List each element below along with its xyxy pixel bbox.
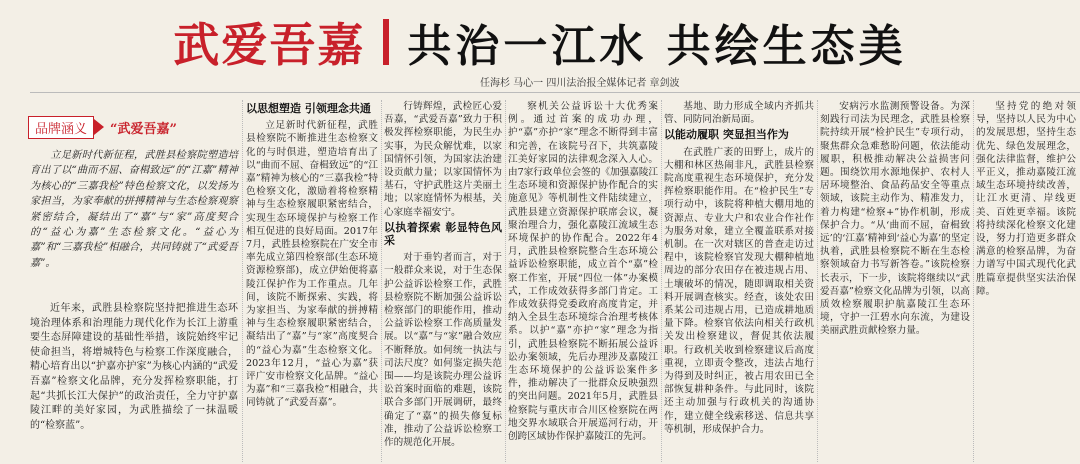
- column-1: [246, 100, 378, 462]
- column-2-text-2: 对于垂钓者而言，对于一般群众来说，对于生态保护公益诉讼检察工作，武胜县检察院不断加强公益诉讼检察部门的职能作用，推动公益诉讼检察工作高质量发展。以“嘉”与“家”融合效应不断释放。如何统一执法与司法尺度？如何鉴定损失范围——均是该院办理公益诉讼首案时面临的难题，该院联合多部门开展调研，最终确定了“嘉”的损失修复标准，推动了公益诉讼检察工作的规范化开展。: [384, 252, 502, 449]
- arrow-icon: [94, 119, 104, 135]
- header-rule: [30, 92, 1080, 93]
- column-6: [976, 100, 1076, 462]
- column-1-text: 立足新时代新征程，武胜县检察院不断推进生态检察文化的与时俱进，塑造培育出了以“曲而不屈、奋楫致远”的“江嘉”精神为核心的“三嘉我检”特色检察文化，激励着将检察精神与生态检察履职紧密结合，实现生态环境保护与检察工作相互促进的良好局面。2017年7月，武胜县检察院在广安全市率先成立第四检察部(生态环境资源检察部)，成立伊始便将嘉陵江保护作为工作重点。几年间，该院不断探索、实践，将为家担当、为家奉献的拼搏精神与生态检察履职紧密结合，凝结出了“嘉”与“家”高度契合的“益心为嘉”生态检察文化。2023年12月，“益心为嘉”获评广安市检察文化品牌。“益心为嘉”和“三嘉我检”相融合，共同铸就了“武爱吾嘉”。: [246, 120, 378, 409]
- column-rule: [661, 100, 662, 462]
- section-heading-1: 以思想塑造 引领理念共通: [246, 102, 371, 115]
- column-2: [384, 100, 502, 462]
- column-rule: [505, 100, 506, 462]
- section-heading-3: 以能动履职 突显担当作为: [664, 128, 789, 142]
- brand-word: “武爱吾嘉”: [110, 121, 177, 137]
- headline-divider: [383, 19, 389, 65]
- column-5: [820, 100, 970, 462]
- column-3-text: 察机关公益诉讼十大优秀案例。通过首案的成功办理，护“嘉”亦护“家”理念不断得到丰富和完善，在该院号召下，共筑嘉陵江美好家园的法律观念深入人心。由7家行政单位会签的《加强嘉陵江生态环境和资源保护协作配合的实施意见》等机制性文件陆续建立，武胜县建立资源保护联席会议，凝聚治理合力，强化嘉陵江流域生态环境保护的协作配合。2022年4月，武胜县检察院整合生态环境公益诉讼检察职能，成立首个“嘉”检察工作室，开展“四位一体”办案模式，工作成效获得多部门肯定。工作成效获得党委政府高度肯定，并纳入全县生态环境综合治理考核体系。以护“嘉”亦护“家”理念为指引，武胜县检察院不断拓展公益诉讼办案领域，先后办理涉及嘉陵江生态环境保护的公益诉讼案件多件，推动解决了一批群众反映强烈的突出问题。2021年5月，武胜县检察院与重庆市合川区检察院在两地交界水域联合开展巡河行动，开创跨区域协作保护嘉陵江的先河。: [508, 101, 658, 443]
- column-2-text: 行铸辉煌，武检匠心爱吾嘉，“武爱吾嘉”致力于积极发挥检察职能，为民生办实事，为民众解忧难，以家国情怀引领，为国家法治建设贡献力量；以家国情怀为基石，守护武胜这片美丽土地；以家庭情怀为根基，关心家庭幸福安宁。: [384, 101, 502, 218]
- lead-paragraph: [30, 302, 238, 462]
- lead-text: 近年来，武胜县检察院坚持把推进生态环境治理体系和治理能力现代化作为长江上游重要生态屏障建设的基础性举措，该院始终牢记使命担当，将增城特色与检察工作深度融合，精心培育出以“护嘉亦护家”为核心内涵的“武爱吾嘉”检察文化品牌，充分发挥检察职能，打起“共抓长江大保护”的政治责任，全力守护嘉陵江畔的美好家园，为武胜描绘了一抹温暖的“检察蓝”。: [30, 303, 238, 431]
- column-rule: [242, 100, 243, 462]
- column-4: [664, 100, 814, 462]
- column-5-text: 安病污水监测预警设备。为深刻践行司法为民理念，武胜县检察院持续开展“检护民生”专项行动，聚焦群众急难愁盼问题，依法能动履职，积极推动解决公益损害问题。围绕饮用水源地保护、农村人居环境整治、食品药品安全等重点领域，该院主动作为、精准发力，着力构建“检察+”协作机制，形成保护合力。“从‘曲而不屈，奋楫致远’的‘江嘉’精神到‘益心为嘉’的坚定执着，武胜县检察院不断在生态检察领域奋力书写新答卷。”该院检察长表示，下一步，该院将继续以“武爱吾嘉”检察文化品牌为引领，以高质效检察履职护航嘉陵江生态环境，守护一江碧水向东流，为建设美丽武胜贡献检察力量。: [820, 101, 970, 337]
- section-heading-2: 以执着探索 彰显特色风采: [384, 220, 502, 248]
- intro-paragraph: 立足新时代新征程，武胜县检察院塑造培育出了以“曲而不屈、奋楫致远”的“江嘉”精神为核心的“三嘉我检”特色检察文化，以发扬为家担当，为家奉献的拼搏精神与生态检察观察紧密结合，凝结出了“嘉”与“家”高度契合的“益心为嘉”生态检察文化。“益心为嘉”和“三嘉我检”相融合，共同铸就了“武爱吾嘉”。: [30, 150, 238, 269]
- headline-title: 共治一江水 共绘生态美: [407, 21, 907, 72]
- column-4-text-2: 在武胜广袤的田野上，成片的大棚和林区热闹非凡，武胜县检察院高度重视生态环境保护，充分发挥检察职能作用。在“检护民生”专项行动中，该院将种植大棚用地的资源点、专业大户和农业合作社作为服务对象，建立全覆盖联系对接机制。在一次对辖区的普查走访过程中，该院检察官发现大棚种植地周边的部分农田存在被违规占用、土壤破坏的情况，随即调取相关资料开展调查核实。经查，该处农田系某公司违规占用，已造成耕地质量下降。检察官依法向相关行政机关发出检察建议，督促其依法履职。行政机关收到检察建议后高度重视，立即责令整改，违法占地行为得到及时纠正，被占用农田已全部恢复耕种条件。与此同时，该院还主动加强与行政机关的沟通协作，建立健全线索移送、信息共享等机制，形成保护合力。: [664, 146, 814, 435]
- byline: 任海杉 马心一 四川法治报全媒体记者 章剑波: [480, 78, 680, 89]
- column-4-text: 基地、助力形成全域内齐抓共管、同防同治新局面。: [664, 101, 814, 126]
- column-6-text: 坚持党的绝对领导，坚持以人民为中心的发展思想，坚持生态优先、绿色发展理念，强化法律监督，维护公平正义，推动嘉陵江流域生态环境持续改善，让江水更清、岸线更美、百姓更幸福。该院将持续深化检察文化建设，努力打造更多群众满意的检察品牌，为奋力谱写中国式现代化武胜篇章提供坚实法治保障。: [976, 101, 1076, 297]
- brand-meaning-tag: 品牌涵义: [28, 116, 94, 139]
- brand-meaning-box: [28, 116, 238, 138]
- column-3: [508, 100, 658, 462]
- column-rule: [817, 100, 818, 462]
- headline: [0, 6, 1080, 78]
- column-rule: [973, 100, 974, 462]
- column-rule: [381, 100, 382, 462]
- headline-brand: 武爱吾嘉: [173, 18, 366, 72]
